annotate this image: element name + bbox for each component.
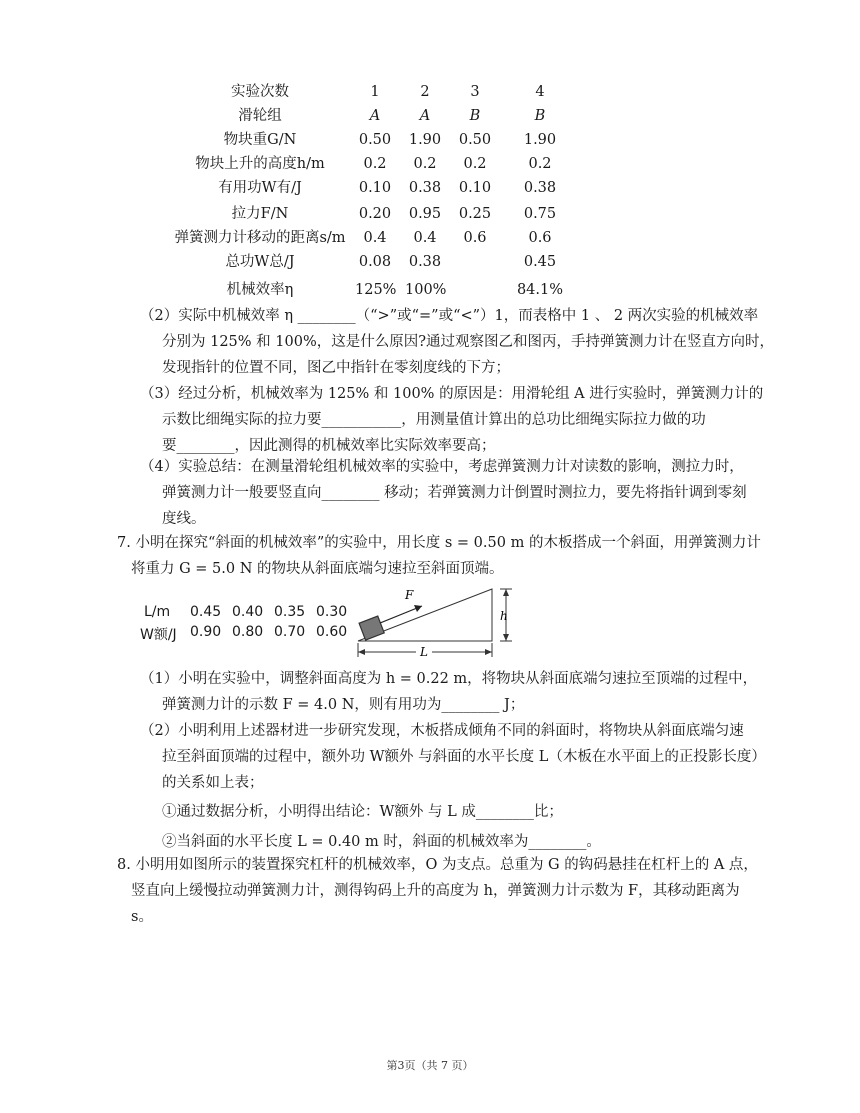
label-F: F [405,588,414,602]
q7-part1: （1）小明在实验中，调整斜面高度为 h = 0.22 m，将物块从斜面底端匀速拉至顶端的过程中， 弹簧测力计的示数 F = 4.0 N，则有用功为________ J； [140,671,758,713]
label-L: L [420,645,428,659]
label-h: h [500,609,508,623]
q7-part2: （2）小明利用上述器材进一步研究发现，木板搭成倾角不同的斜面时，将物块从斜面底端匀速 拉至斜面顶端的过程中，额外功 W额外 与斜面的水平长度 L（木板在水平面上的正投影长度） 的关系如上表； [140,723,766,791]
incline-diagram [350,585,530,665]
page-footer: 第3页（共 7 页） [386,1059,474,1072]
q7-stem: 7. 小明在探究“斜面的机械效率”的实验中，用长度 s = 0.50 m 的木板搭成一个斜面，用弹簧测力计 将重力 G = 5.0 N 的物块从斜面底端匀速拉至斜面顶端。 [117,535,761,577]
q8-stem: 8. 小明用如图所示的装置探究杠杆的机械效率，O 为支点。总重为 G 的钩码悬挂在杠杆上的 A 点， 竖直向上缓慢拉动弹簧测力计，测得钩码上升的高度为 h，弹簧测力计示数为 F，其移动距离为 s。 [117,857,758,925]
q6-part3: （3）经过分析，机械效率为 125% 和 100% 的原因是：用滑轮组 A 进行实验时，弹簧测力计的 示数比细绳实际的拉力要___________，用测量值计算出的总功比细绳实际拉力做的功 要________，因此测得的机械效率比实际效率要高； [140,386,764,454]
q7-part2-subs: ①通过数据分析，小明得出结论：W额外 与 L 成________比； ②当斜面的水平长度 L = 0.40 m 时，斜面的机械效率为________。 [162,804,601,850]
q6-part2: （2）实际中机械效率 η ________（“>”或“=”或“<”）1，而表格中 1 、 2 两次实验的机械效率 分别为 125% 和 100%，这是什么原因?通过观察图乙和图丙，手持弹簧测力计在竖直方向时， 发现指针的位置不同，图乙中指针在零刻度线的下方； [140,308,775,376]
q6-part4: （4）实验总结：在测量滑轮组机械效率的实验中，考虑弹簧测力计对读数的影响，测拉力时， 弹簧测力计一般要竖直向________ 移动；若弹簧测力计倒置时测拉力，要先将指针调到零刻 度线。 [140,459,747,527]
